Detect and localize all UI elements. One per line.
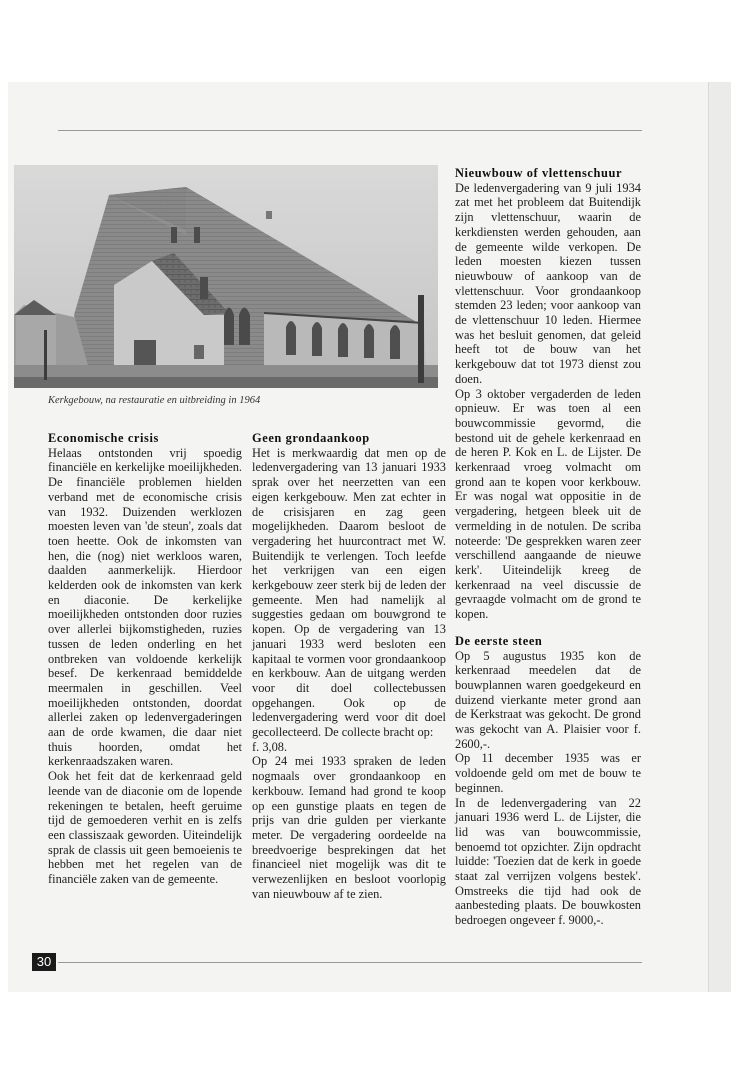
column-left [48,431,242,887]
column-middle [252,431,446,902]
photo-caption: Kerkgebouw, na restauratie en uitbreiding in 1964 [48,395,261,406]
heading-de-eerste-steen: De eerste steen [455,633,543,648]
heading-geen-grondaankoop: Geen grondaankoop [252,431,370,445]
church-photo [14,165,438,388]
paragraph: In de ledenvergadering van 22 januari 1936 werd L. de Lijster, die lid was van bouwcommissie, benoemd tot opzichter. Zijn opdracht luidde: 'Toezien dat de kerk in goede staat zal verrijzen volgens bestek'. Omstreeks die tijd had ook de aanbesteding plaats. De bouwkosten bedroegen ongeveer f. 9000,-. [455,795,641,928]
paragraph: Op 3 oktober vergaderden de leden opnieuw. Er was toen al een bouwcommissie gevormd, die bestond uit de gehele kerkenraad en de heren P. Kok en L. de Lijster. De kerkenraad vroeg volmacht om grond aan te kopen voor kerkbouw. Er was nogal wat oppositie in de vergadering, hetgeen bleek uit de vermelding in de notulen. De scriba noteerde: 'De gesprekken waren zeer verschillend aangaande de nieuwe kerk'. Uiteindelijk kreeg de kerkenraad na veel discussie de gevraagde volmacht om de grond te kopen. [455,386,641,622]
paragraph: Op 5 augustus 1935 kon de kerkenraad meedelen dat de bouwplannen waren goedgekeurd en duizend vierkante meter grond aan de Kerkstraat was gekocht. De grond was gekocht van A. Plaisier voor f. 2600,-. [455,648,641,751]
page-edge [708,82,731,992]
paragraph: De ledenvergadering van 9 juli 1934 zat met het probleem dat Buitendijk zijn vlettenschuur, waarin de kerkdiensten werden gehouden, aan de gemeente wilde verkopen. De leden moesten kiezen tussen nieuwbouw of aankoop van de vlettenschuur. Voor grondaankoop stemden 23 leden; voor aankoop van de vlettenschuur 10 leden. Hiermee was het besluit genomen, dat geleid heeft tot de bouw van het kerkgebouw dat tot 1973 dienst zou doen. [455,180,641,386]
paragraph: f. 3,08. [252,739,288,754]
heading-nieuwbouw-of-vlettenschuur: Nieuwbouw of vlettenschuur [455,166,623,180]
paragraph: Het is merkwaardig dat men op de ledenvergadering van 13 januari 1933 sprak over het neerzetten van een eigen kerkgebouw. Men zat echter in de crisisjaren en zag geen mogelijkheden. Daarom besloot de vergadering het huurcontract met W. Buitendijk te verlengen. Toch leefde het verkrijgen van een eigen kerkgebouw zeer sterk bij de leden der gemeente. Men had namelijk al suggesties gedaan om bouwgrond te kopen. Op de vergadering van 13 januari 1933 werd besloten een kapitaal te vormen voor grondaankoop en kerkbouw. Aan de uitgang werden voor dit doel collectebussen opgehangen. Ook op de ledenvergadering werd voor dit doel gecollecteerd. De collecte bracht op: [252,445,446,740]
paragraph: Ook het feit dat de kerkenraad geld leende van de diaconie om de lopende rekeningen te betalen, heeft geruime tijd de gemoederen verhit en is zelfs een classiszaak geworden. Uiteindelijk sprak de classis uit geen bemoeienis te hebben met het regelen van de financiële zaken van de gemeente. [48,769,242,887]
paragraph: Helaas ontstonden vrij spoedig financiële en kerkelijke moeilijkheden. De financiële problemen hielden verband met de economische crisis van 1932. Duizenden werklozen moesten leven van 'de steun', zoals dat toen heette. Ook de inkomsten van hen, die (nog) niet werkloos waren, daalden aanmerkelijk. Hierdoor kelderden ook de inkomsten van kerk en diaconie. De kerkelijke moeilijkheden ontstonden door ruzies over allerlei bijkomstigheden, ruzies tussen de leden onderling en het ontbreken van voldoende kerkelijk besef. De kerkenraad bemiddelde meermalen in geschillen. Veel moeilijkheden ontstonden, doordat allerlei zaken op ledenvergaderingen aan de orde kwamen, die daar niet thuis hoorden, omdat het kerkenraadszaken waren. [48,445,242,769]
bottom-rule [58,962,642,963]
column-right [455,166,641,928]
paragraph: Op 11 december 1935 was er voldoende geld om met de bouw te beginnen. [455,751,641,795]
paragraph: Op 24 mei 1933 spraken de leden nogmaals over grondaankoop en kerkbouw. Iemand had grond te koop op een gunstige plaats en tegen de prijs van drie gulden per vierkante meter. De vergadering oordeelde na breedvoerige besprekingen dat het financieel niet mogelijk was dit te verwezenlijken en besloot voorlopig van nieuwbouw af te zien. [252,754,446,901]
page-number: 30 [32,953,56,971]
heading-economische-crisis: Economische crisis [48,431,159,445]
top-rule [58,130,642,131]
